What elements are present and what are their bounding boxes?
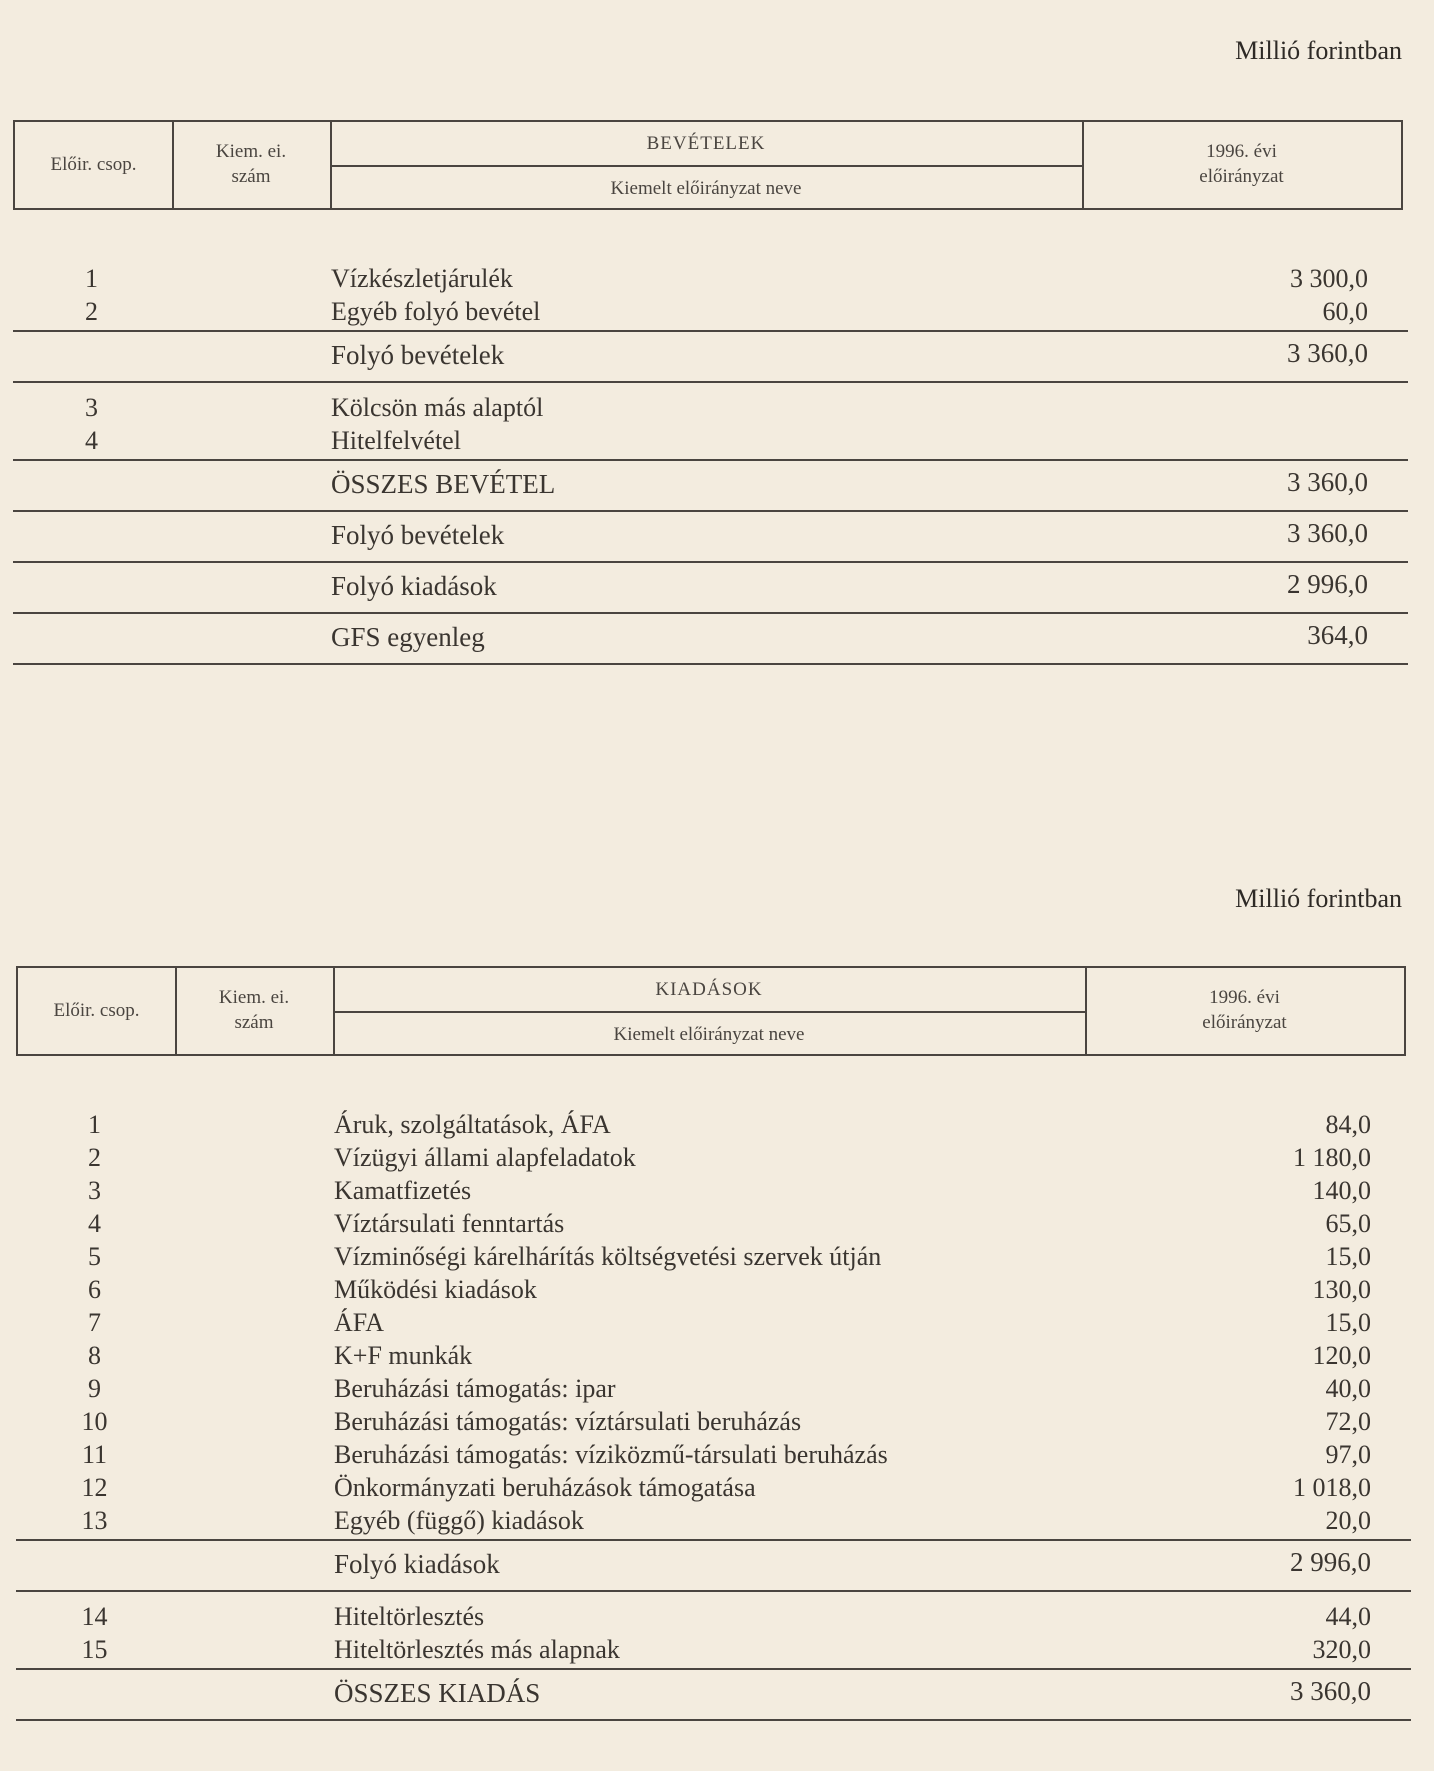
table-row: 7 ÁFA 15,0 (88, 1308, 1371, 1337)
table-row: 4 Víztársulati fenntartás 65,0 (88, 1209, 1371, 1238)
table-row: 13 Egyéb (függő) kiadások 20,0 (81, 1506, 1371, 1535)
table-row: 3 Kamatfizetés 140,0 (88, 1176, 1371, 1205)
header-col-group: Előir. csop. (15, 122, 174, 208)
table-row: 1 Áruk, szolgáltatások, ÁFA 84,0 (88, 1110, 1371, 1139)
header-col-name (330, 122, 1084, 208)
section-title: KIADÁSOK (333, 968, 1085, 1013)
table-row: 15 Hiteltörlesztés más alapnak 320,0 (81, 1635, 1371, 1664)
table-bottom-rule (13, 663, 1408, 665)
table-row: 1 Vízkészletjárulék 3 300,0 (85, 264, 1368, 293)
header-col-name-sub: Kiemelt előirányzat neve (613, 1023, 805, 1045)
table-row: 6 Működési kiadások 130,0 (88, 1275, 1371, 1304)
gfs-balance-row: GFS egyenleg 364,0 (13, 612, 1408, 663)
revenue-table-header (13, 120, 1403, 210)
header-col-appropriation: 1996. évi előirányzat (1202, 987, 1287, 1033)
table-row: 5 Vízminőségi kárelhárítás költségvetési szervek útján 15,0 (88, 1242, 1371, 1271)
header-col-appropriation: 1996. évi előirányzat (1199, 141, 1284, 187)
subtotal-row: Folyó bevételek 3 360,0 (13, 330, 1408, 381)
total-row: ÖSSZES BEVÉTEL 3 360,0 (13, 459, 1408, 510)
table-row: 9 Beruházási támogatás: ipar 40,0 (88, 1374, 1371, 1403)
subtotal-row: Folyó kiadások 2 996,0 (16, 1539, 1411, 1590)
header-col-number: Kiem. ei. szám (172, 122, 332, 208)
table-row: 8 K+F munkák 120,0 (88, 1341, 1371, 1370)
expenditure-unit-label: Millió forintban (1235, 884, 1402, 913)
table-row: 4 Hitelfelvétel (85, 426, 461, 455)
section-title: BEVÉTELEK (330, 122, 1082, 167)
header-col-number: Kiem. ei. szám (175, 968, 335, 1054)
table-row: 14 Hiteltörlesztés 44,0 (81, 1602, 1371, 1631)
header-col-name-sub: Kiemelt előirányzat neve (610, 177, 802, 199)
revenue-unit-label: Millió forintban (1235, 36, 1402, 65)
gfs-expense-row: Folyó kiadások 2 996,0 (13, 561, 1408, 612)
table-row: 2 Egyéb folyó bevétel 60,0 (85, 297, 1368, 326)
table-row: 11 Beruházási támogatás: víziközmű-társulati beruházás 97,0 (81, 1440, 1371, 1469)
header-col-name (333, 968, 1087, 1054)
expenditure-rows (16, 1108, 1411, 1721)
total-row: ÖSSZES KIADÁS 3 360,0 (16, 1668, 1411, 1719)
gfs-revenue-row: Folyó bevételek 3 360,0 (13, 510, 1408, 561)
header-col-group: Előir. csop. (18, 968, 177, 1054)
table-bottom-rule (16, 1719, 1411, 1721)
table-row: 12 Önkormányzati beruházások támogatása 1 018,0 (81, 1473, 1371, 1502)
table-row: 10 Beruházási támogatás: víztársulati beruházás 72,0 (81, 1407, 1371, 1436)
revenue-rows (13, 262, 1408, 665)
table-row: 2 Vízügyi állami alapfeladatok 1 180,0 (88, 1143, 1371, 1172)
expenditure-table-header (16, 966, 1406, 1056)
table-row: 3 Kölcsön más alaptól (85, 393, 544, 422)
